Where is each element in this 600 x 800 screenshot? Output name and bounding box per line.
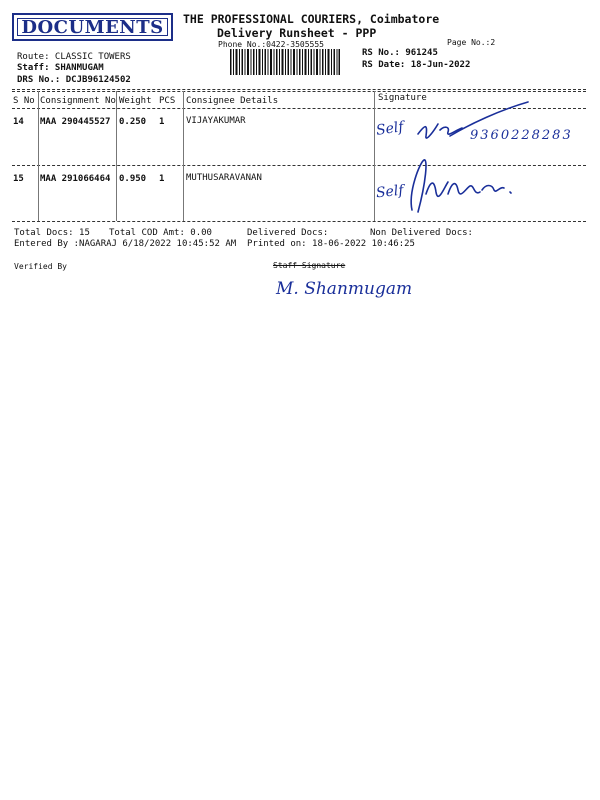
- header-consignment: Consignment No: [40, 96, 116, 106]
- table-top-rule-2: [12, 91, 586, 92]
- total-docs: Total Docs: 15: [14, 228, 90, 238]
- col-divider: [38, 91, 39, 221]
- page-number: Page No.:2: [447, 38, 496, 47]
- row-14-consignee: VIJAYAKUMAR: [186, 116, 246, 126]
- staff-signature-label: Staff Signature: [273, 261, 346, 270]
- route: Route: CLASSIC TOWERS: [17, 52, 131, 62]
- row-14-weight: 0.250: [119, 117, 147, 127]
- verified-by: Verified By: [14, 262, 67, 271]
- phone-number: Phone No.:0422-3505555: [218, 40, 324, 49]
- header-weight: Weight: [119, 96, 152, 106]
- row-15-signature-self: Self: [375, 182, 405, 202]
- staff-signature: M. Shanmugam: [276, 279, 413, 299]
- company-name: THE PROFESSIONAL COURIERS, Coimbatore: [183, 12, 440, 26]
- col-divider: [116, 91, 117, 221]
- row-14-pcs: 1: [159, 117, 165, 127]
- documents-stamp: [12, 13, 173, 41]
- drs-number: DRS No.: DCJB96124502: [17, 75, 131, 85]
- row-15-pcs: 1: [159, 174, 165, 184]
- non-delivered-docs: Non Delivered Docs:: [370, 228, 473, 238]
- row-14-signature-self: Self: [375, 119, 405, 139]
- delivered-docs: Delivered Docs:: [247, 228, 329, 238]
- col-divider: [374, 91, 375, 221]
- header-pcs: PCS: [159, 96, 176, 106]
- row-14-sno: 14: [13, 117, 24, 127]
- col-divider: [183, 91, 184, 221]
- document-title: Delivery Runsheet - PPP: [217, 26, 377, 40]
- row-15-consignee: MUTHUSARAVANAN: [186, 173, 262, 183]
- row-15-signature: [400, 152, 530, 222]
- printed-on: Printed on: 18-06-2022 10:46:25: [247, 239, 415, 249]
- rs-number: RS No.: 961245: [362, 48, 438, 58]
- entered-by: Entered By :NAGARAJ 6/18/2022 10:45:52 AM: [14, 239, 237, 249]
- rs-date: RS Date: 18-Jun-2022: [362, 60, 471, 70]
- header-sno: S No: [13, 96, 35, 106]
- total-cod: Total COD Amt: 0.00: [109, 228, 212, 238]
- row-14-signature-phone: 9360228283: [470, 128, 573, 143]
- row-14-consignment: MAA 290445527: [40, 117, 111, 127]
- barcode: [230, 49, 340, 75]
- staff-name: Staff: SHANMUGAM: [17, 63, 104, 73]
- table-top-rule: [12, 89, 586, 90]
- header-signature: Signature: [378, 93, 427, 103]
- row-15-sno: 15: [13, 174, 24, 184]
- row-15-weight: 0.950: [119, 174, 147, 184]
- header-consignee: Consignee Details: [186, 96, 279, 106]
- row-15-consignment: MAA 291066464: [40, 174, 111, 184]
- documents-stamp-label: DOCUMENTS: [17, 18, 168, 36]
